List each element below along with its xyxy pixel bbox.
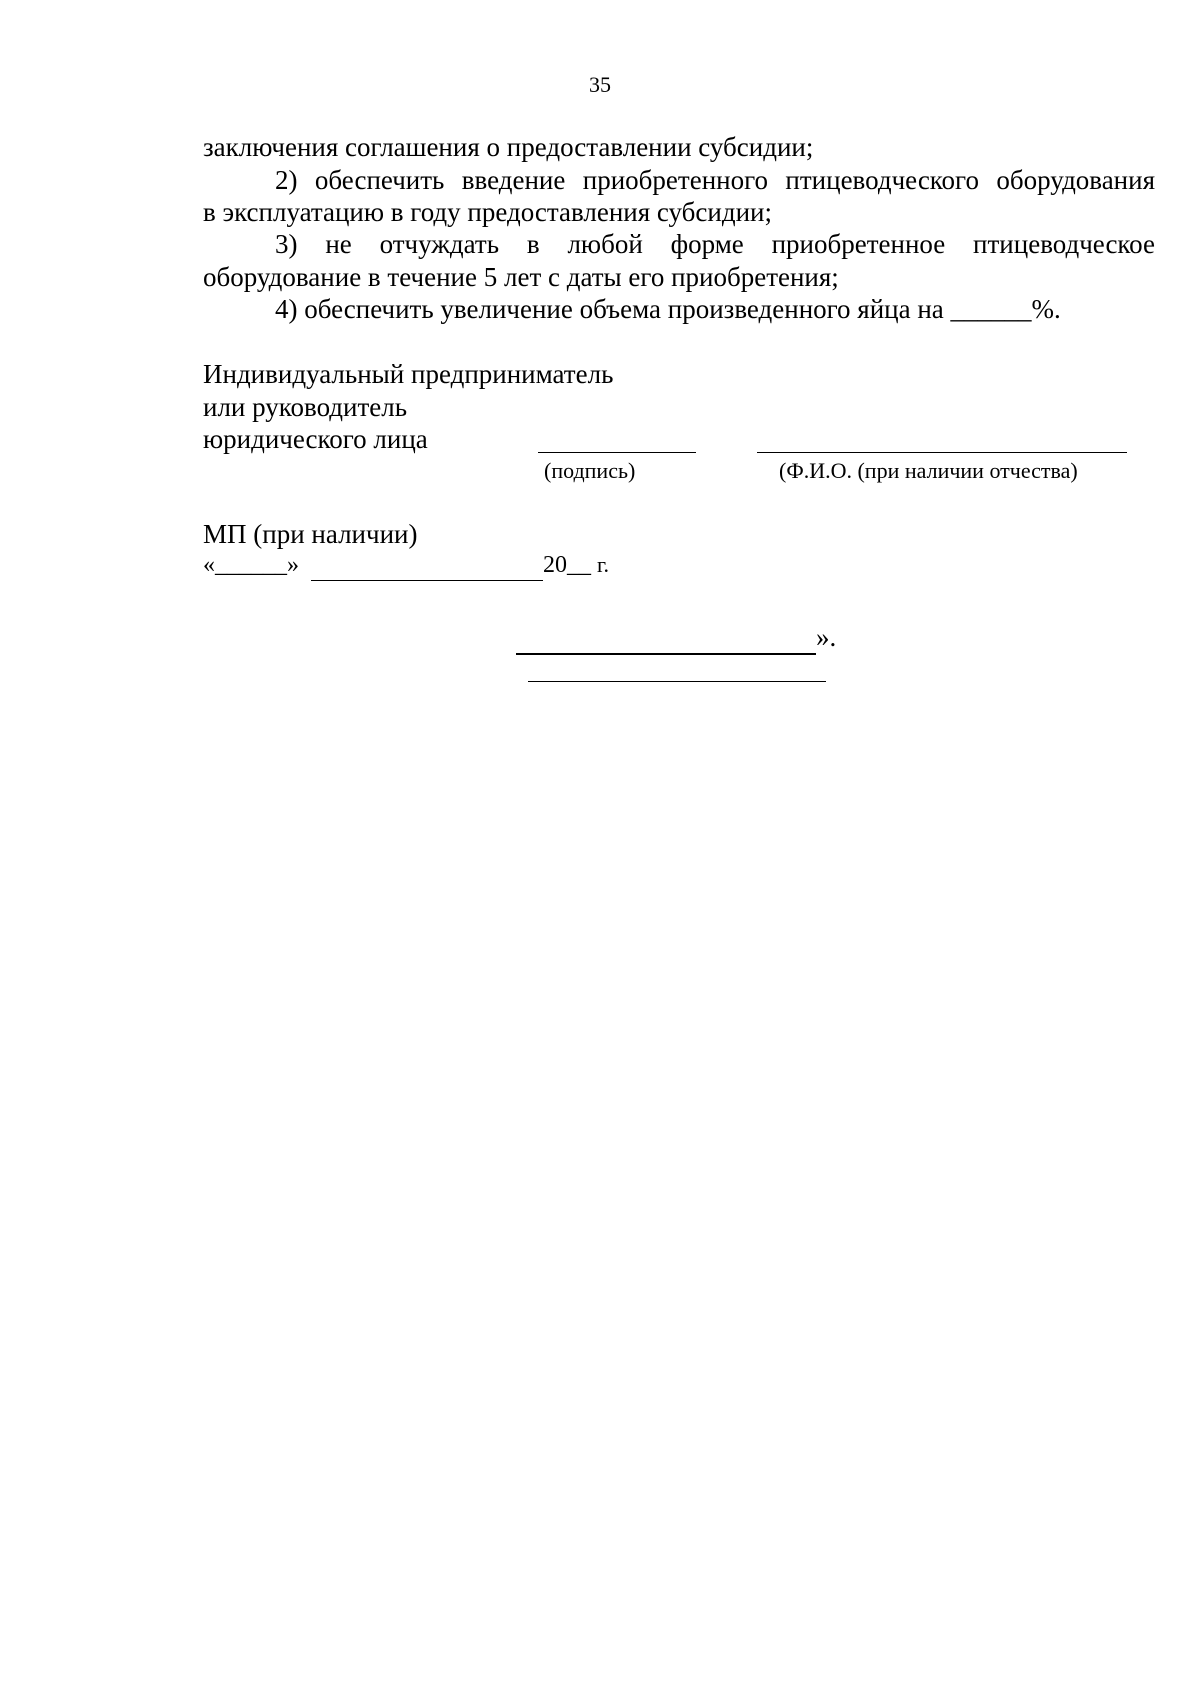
signature-line	[538, 452, 696, 453]
full-name-caption: (Ф.И.О. (при наличии отчества)	[779, 458, 1078, 483]
signatory-label-line-2: или руководитель	[203, 392, 408, 422]
list-item-3-line-1: 3) не отчуждать в любой форме приобретенное птицеводческое	[275, 229, 1155, 259]
date-year-suffix: г.	[597, 552, 610, 577]
date-line	[203, 550, 609, 581]
date-day-field: «______»	[203, 552, 299, 578]
list-item-4	[203, 293, 1155, 325]
list-item-2-line-2: в эксплуатацию в году предоставления субсидии;	[203, 197, 772, 227]
signatory-label-line-1: Индивидуальный предприниматель	[203, 359, 614, 389]
signatory-label-line-3: юридического лица	[203, 424, 428, 454]
document-end-divider	[528, 681, 826, 682]
list-item-4-text: 4) обеспечить увеличение объема произведенного яйца на ______	[275, 294, 1032, 324]
page-number: 35	[589, 72, 611, 97]
date-month-blank	[311, 550, 543, 581]
date-year-prefix: 20__	[543, 552, 591, 578]
signature-caption: (подпись)	[544, 458, 636, 483]
seal-label: МП (при наличии)	[203, 519, 418, 549]
closing-line	[516, 621, 836, 655]
closing-blank	[516, 621, 816, 655]
paragraph-line: заключения соглашения о предоставлении субсидии;	[203, 132, 814, 162]
full-name-line	[757, 452, 1127, 453]
closing-mark: ».	[816, 622, 837, 652]
list-item-3-line-2: оборудование в течение 5 лет с даты его приобретения;	[203, 262, 839, 292]
percent-suffix: %.	[1031, 294, 1061, 324]
list-item-2-line-1: 2) обеспечить введение приобретенного птицеводческого оборудования	[275, 165, 1155, 195]
